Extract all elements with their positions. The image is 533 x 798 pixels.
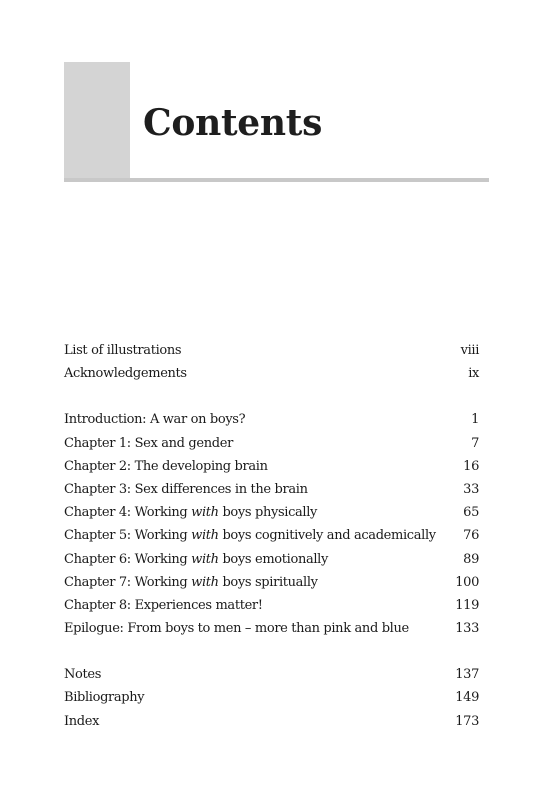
toc-entry[interactable] — [64, 362, 479, 385]
table-of-contents — [64, 339, 479, 733]
toc-entry-label: Acknowledgements — [64, 366, 187, 382]
toc-entry-label: Chapter 2: The developing brain — [64, 458, 268, 474]
toc-entry-label: Bibliography — [64, 690, 145, 706]
toc-entry[interactable] — [64, 686, 479, 709]
toc-entry-page: viii — [460, 343, 479, 358]
toc-entry[interactable] — [64, 571, 479, 594]
toc-entry[interactable] — [64, 501, 479, 524]
toc-entry[interactable] — [64, 339, 479, 362]
toc-entry-label: Chapter 7: Working with boys spiritually — [64, 574, 318, 590]
toc-entry-label: Introduction: A war on boys? — [64, 412, 246, 428]
toc-group-back-matter — [64, 663, 479, 733]
toc-entry-page: 137 — [455, 667, 479, 683]
toc-entry[interactable] — [64, 710, 479, 733]
toc-entry-page: 100 — [455, 574, 479, 590]
toc-entry-label: Index — [64, 713, 100, 729]
toc-entry[interactable] — [64, 478, 479, 501]
toc-entry-page: 173 — [455, 713, 479, 729]
toc-entry[interactable] — [64, 617, 479, 640]
toc-entry-page: ix — [468, 366, 479, 382]
toc-entry-label: Chapter 4: Working with boys physically — [64, 505, 318, 521]
toc-entry[interactable] — [64, 432, 479, 455]
toc-entry-page: 16 — [463, 458, 479, 474]
title-accent-block — [64, 62, 130, 178]
toc-entry-page: 33 — [463, 481, 479, 497]
toc-entry-page: 65 — [463, 505, 479, 521]
toc-entry-label: Chapter 6: Working with boys emotionally — [64, 551, 328, 567]
toc-entry-label: Epilogue: From boys to men – more than pink and blue — [64, 621, 409, 637]
toc-entry-label: Chapter 5: Working with boys cognitively and academically — [64, 528, 436, 544]
toc-entry-page: 76 — [463, 528, 479, 544]
toc-entry[interactable] — [64, 548, 479, 571]
toc-entry-page: 89 — [463, 551, 479, 567]
toc-group-chapters — [64, 408, 479, 640]
toc-entry-label: Chapter 3: Sex differences in the brain — [64, 481, 308, 497]
title-underline-rule — [64, 178, 489, 182]
page-title: Contents — [143, 102, 323, 144]
toc-entry-label: Chapter 8: Experiences matter! — [64, 597, 263, 613]
toc-entry[interactable] — [64, 663, 479, 686]
toc-entry-page: 7 — [471, 435, 479, 451]
toc-entry[interactable] — [64, 524, 479, 547]
toc-entry[interactable] — [64, 408, 479, 431]
toc-entry-label: Chapter 1: Sex and gender — [64, 435, 233, 451]
toc-entry-page: 119 — [455, 597, 479, 613]
toc-entry-label: List of illustrations — [64, 343, 182, 358]
toc-entry-page: 133 — [455, 621, 479, 637]
toc-entry-label: Notes — [64, 667, 102, 683]
toc-group-front-matter — [64, 339, 479, 385]
toc-entry[interactable] — [64, 594, 479, 617]
toc-entry-page: 1 — [471, 412, 479, 428]
toc-entry-page: 149 — [455, 690, 479, 706]
toc-entry[interactable] — [64, 455, 479, 478]
